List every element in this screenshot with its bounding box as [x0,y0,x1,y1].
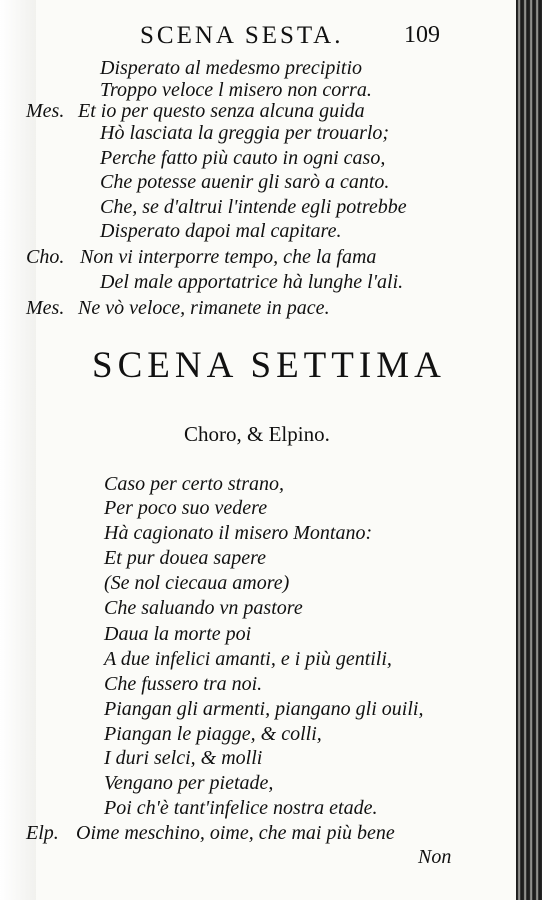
verse-line: Piangan le piagge, & colli, [104,723,322,745]
verse-line: Del male apportatrice hà lunghe l'ali. [100,271,404,293]
scene-title: SCENA SETTIMA [92,345,446,386]
verse-line: Che saluando vn pastore [104,597,303,619]
verse-line: Disperato al medesmo precipitio [100,57,363,79]
speaker-label: Mes. [26,297,65,319]
page-gutter [0,0,36,900]
verse-line: Per poco suo vedere [104,497,268,519]
catchword: Non [418,846,452,868]
page-number: 109 [404,22,440,48]
verse-line: Che potesse auenir gli sarò a canto. [100,171,390,193]
verse-line: Che, se d'altrui l'intende egli potrebbe [100,196,407,218]
verse-line: Daua la morte poi [104,623,252,645]
verse-line: I duri selci, & molli [104,747,263,769]
speaker-label: Elp. [26,822,59,844]
verse-line: Poi ch'è tant'infelice nostra etade. [104,797,378,819]
speaker-label: Mes. [26,100,65,122]
verse-line: Hà cagionato il misero Montano: [104,522,373,544]
verse-line: Troppo veloce l misero non corra. [100,79,372,101]
verse-line: Hò lasciata la greggia per trouarlo; [100,122,390,144]
verse-line: Disperato dapoi mal capitare. [100,220,342,242]
verse-line: A due infelici amanti, e i più gentili, [104,648,392,670]
verse-line: (Se nol ciecaua amore) [104,572,290,594]
verse-line: Piangan gli armenti, piangano gli ouili, [104,698,424,720]
scene-cast: Choro, & Elpino. [184,422,330,446]
running-title: SCENA SESTA. [140,22,344,49]
verse-line: Et io per questo senza alcuna guida [78,100,365,122]
verse-line: Ne vò veloce, rimanete in pace. [78,297,330,319]
verse-line: Oime meschino, oime, che mai più bene [76,822,395,844]
verse-line: Caso per certo strano, [104,473,284,495]
verse-line: Et pur douea sapere [104,547,267,569]
verse-line: Perche fatto più cauto in ogni caso, [100,147,386,169]
speaker-label: Cho. [26,246,65,268]
verse-line: Non vi interporre tempo, che la fama [80,246,377,268]
verse-line: Vengano per pietade, [104,772,274,794]
verse-line: Che fussero tra noi. [104,673,263,695]
page-edges [516,0,542,900]
